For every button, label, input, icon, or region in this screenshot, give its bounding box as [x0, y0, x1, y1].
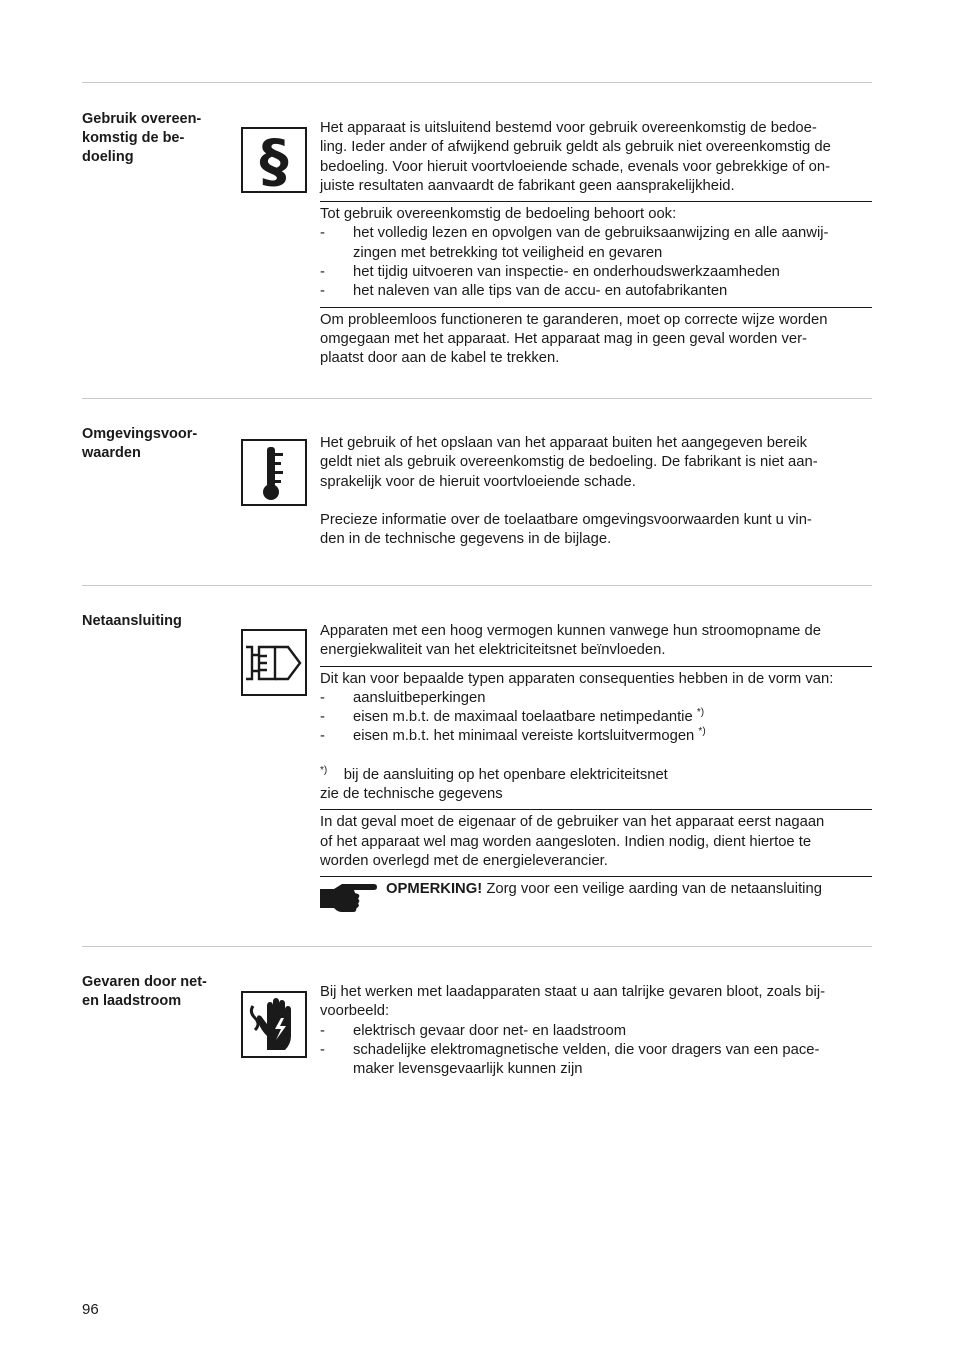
paragraph: Het gebruik of het opslaan van het apparaat buiten het aangegeven bereik geldt niet als gebruik overeenkomstig de bedoeling. De fabrikant is niet aan- sprakelijk voor de hieruit voortvloeiende schade.	[320, 435, 818, 490]
section-divider	[82, 82, 872, 83]
electric-shock-hand-icon	[241, 991, 307, 1058]
thermometer-icon	[241, 439, 307, 506]
section-body-intended-use	[320, 119, 872, 369]
section-heading-intended-use: Gebruik overeen- komstig de be- doeling	[82, 111, 202, 165]
outro-paragraph: Om probleemloos functioneren te garanderen, moet op correcte wijze worden omgegaan met het apparaat. Het apparaat mag in geen geval worden ver- plaatst door aan de kabel te trekken.	[320, 307, 872, 369]
intro-paragraph: Bij het werken met laadapparaten staat u aan talrijke gevaren bloot, zoals bij- voorbeeld:	[320, 984, 826, 1020]
paragraph-icon	[241, 127, 307, 193]
section-divider	[82, 946, 872, 947]
section-divider	[82, 585, 872, 586]
section-divider	[82, 398, 872, 399]
intro-paragraph: Het apparaat is uitsluitend bestemd voor gebruik overeenkomstig de bedoe- ling. Ieder ander of afwijkend gebruik geldt als gebruik niet overeenkomstig de bedoeling. Voor hieruit voortvloeiende schade, evenals voor gebrekkige of on- juiste resultaten aanvaardt de fabrikant geen aansprakelijkheid.	[320, 120, 831, 194]
plug-icon	[241, 629, 307, 696]
footnote: *) bij de aansluiting op het openbare elektriciteitsnet zie de technische gegevens	[320, 764, 668, 803]
svg-text:§: §	[259, 132, 289, 188]
pointing-hand-icon	[320, 881, 378, 921]
list-block: Dit kan voor bepaalde typen apparaten consequenties hebben in de vorm van: - aansluitbeperkingen - eisen m.b.t. de maximaal toelaatbare netimpedantie *) - eisen m.b.t. het minimaal vereiste kortsluitvermogen *) *) bij de aansluiting op het openbare elektriciteitsnet zie de technische gegevens	[320, 666, 872, 805]
list-item: - eisen m.b.t. de maximaal toelaatbare netimpedantie *)	[320, 707, 705, 726]
list-item: - het tijdig uitvoeren van inspectie- en onderhoudswerkzaamheden	[320, 264, 780, 281]
list-item: - eisen m.b.t. het minimaal vereiste kortsluitvermogen *)	[320, 726, 706, 745]
paragraph: In dat geval moet de eigenaar of de gebruiker van het apparaat eerst nagaan of het apparaat wel mag worden aangesloten. Indien nodig, dient hiertoe te worden overlegd met de energieleverancier.	[320, 809, 872, 871]
list-item: - het volledig lezen en opvolgen van de gebruiksaanwijzing en alle aanwij- zingen met betrekking tot veiligheid en gevaren	[320, 225, 829, 261]
page-number: 96	[82, 1301, 99, 1318]
note-callout: OPMERKING! Zorg voor een veilige aarding van de netaansluiting	[320, 876, 872, 916]
intro-paragraph: Apparaten met een hoog vermogen kunnen vanwege hun stroomopname de energiekwaliteit van het elektriciteitsnet beïnvloeden.	[320, 623, 821, 659]
section-heading-mains-connection: Netaansluiting	[82, 613, 182, 629]
list-block: Tot gebruik overeenkomstig de bedoeling behoort ook: - het volledig lezen en opvolgen van de gebruiksaanwijzing en alle aanwij- zingen met betrekking tot veiligheid en gevaren - het tijdig uitvoeren van inspectie- en onderhoudswerkzaamheden - het naleven van alle tips van de accu- en autofabrikanten	[320, 201, 872, 301]
section-body-electrical-hazards	[320, 983, 872, 1079]
paragraph: Precieze informatie over de toelaatbare omgevingsvoorwaarden kunt u vin- den in de technische gegevens in de bijlage.	[320, 511, 812, 548]
list-item: - het naleven van alle tips van de accu- en autofabrikanten	[320, 283, 728, 300]
section-heading-environment: Omgevingsvoor- waarden	[82, 426, 198, 461]
footnote-marker: *)	[696, 707, 705, 719]
section-body-environment	[320, 434, 872, 549]
section-body-mains-connection	[320, 622, 872, 916]
footnote-marker: *)	[698, 726, 706, 738]
list-item: - schadelijke elektromagnetische velden, die voor dragers van een pace- maker levensgevaarlijk kunnen zijn	[320, 1041, 820, 1078]
section-heading-electrical-hazards: Gevaren door net- en laadstroom	[82, 974, 207, 1009]
list-item: - aansluitbeperkingen	[320, 689, 486, 706]
list-item: - elektrisch gevaar door net- en laadstroom	[320, 1022, 627, 1039]
